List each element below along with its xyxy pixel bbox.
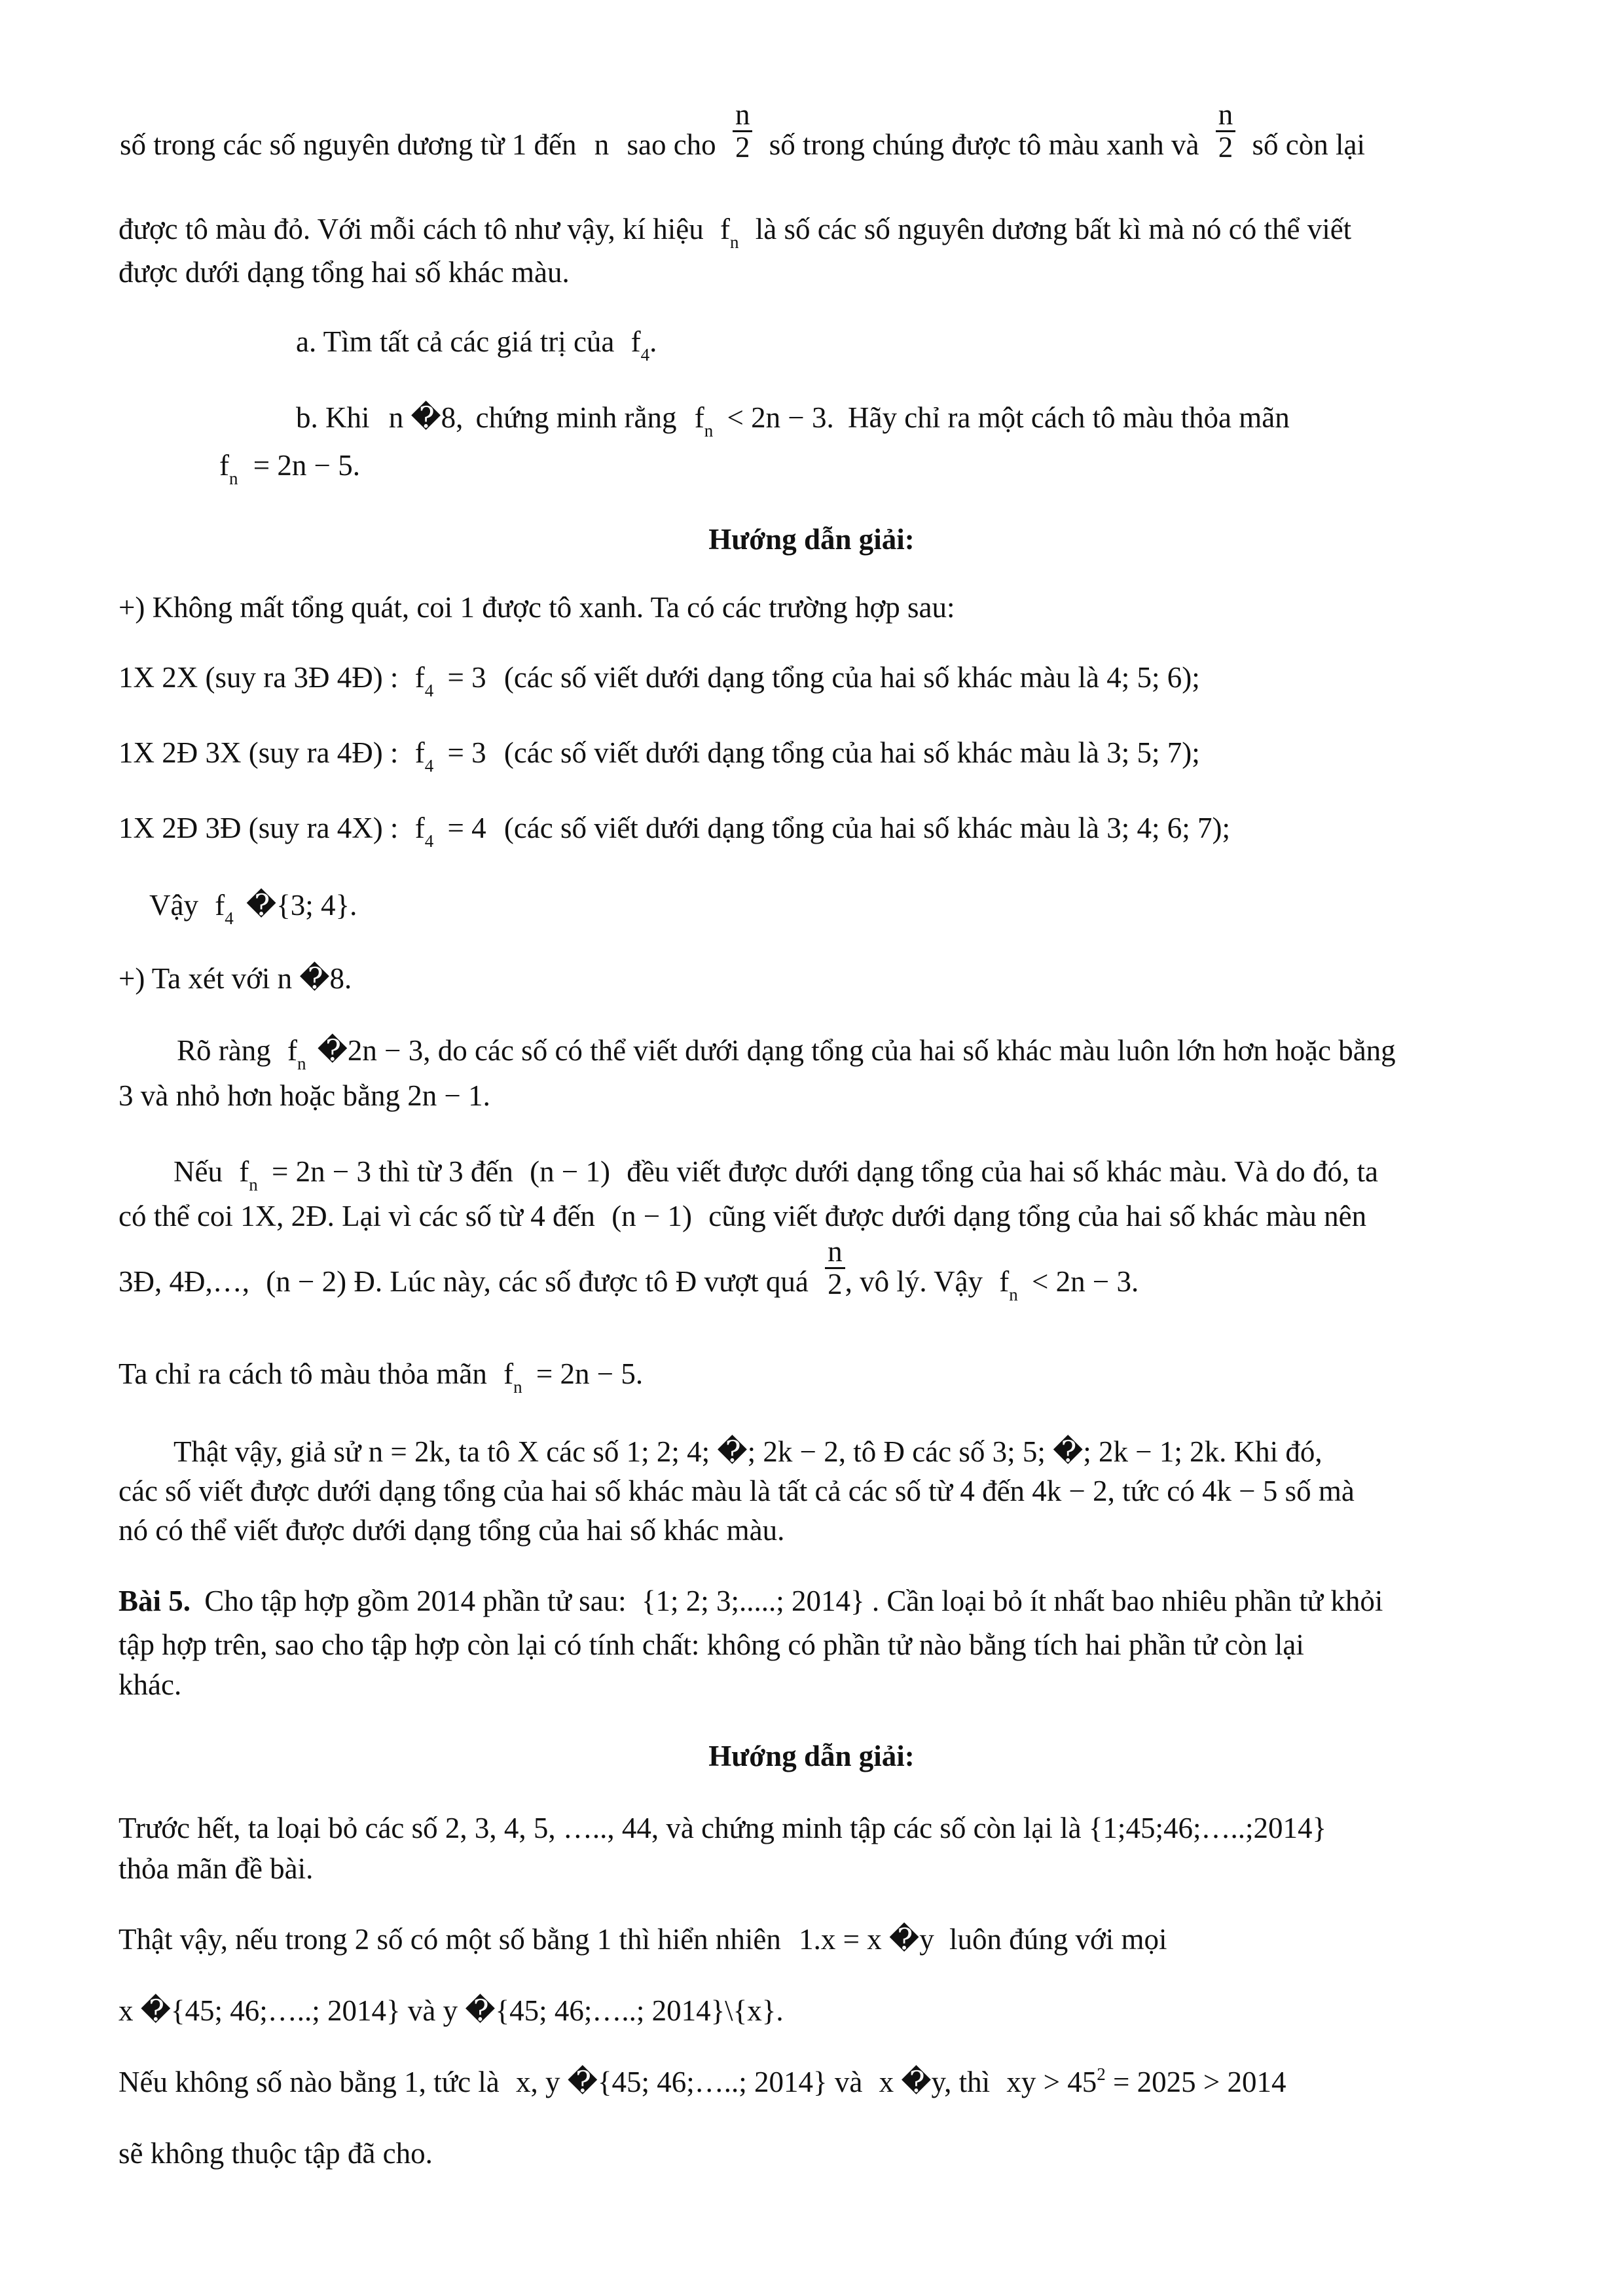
if-line-2: có thể coi 1X, 2Đ. Lại vì các số từ 4 đến (n − 1) cũng viết được dưới dạng tổng của hai số khác màu nên <box>119 1200 1367 1232</box>
conclusion-f4: Vậy $f_4$ �{3; 4}. <box>149 889 357 928</box>
line-3: được dưới dạng tổng hai số khác màu. <box>119 256 570 289</box>
problem-5-line-2: tập hợp trên, sao cho tập hợp còn lại có tính chất: không có phần tử nào bằng tích hai phần tử còn lại <box>119 1628 1304 1661</box>
construction-line: Ta chỉ ra cách tô màu thỏa mãn $f_n = 2n - 5$. <box>119 1357 644 1397</box>
part-a: a. Tìm tất cả các giá trị của $f_4$. <box>296 325 657 365</box>
sol5-line-2: thỏa mãn đề bài. <box>119 1852 314 1885</box>
if-line-1: Nếu $f_n = 2n - 3$ thì từ 3 đến (n − 1) đều viết được dưới dạng tổng của hai số khác màu. Và do đó, ta <box>173 1155 1378 1194</box>
solution-heading: Hướng dẫn giải: <box>708 523 915 556</box>
solution-heading-2: Hướng dẫn giải: <box>708 1740 915 1772</box>
fraction-n-over-2: $\frac{n}{2}$ <box>1216 99 1236 164</box>
case-1: 1X 2X (suy ra 3Đ 4Đ) : $f_4 = 3$ (các số viết dưới dạng tổng của hai số khác màu là 4; 5; 6); <box>119 661 1200 700</box>
problem-5-line-3: khác. <box>119 1668 182 1701</box>
sol5-line-1: Trước hết, ta loại bỏ các số 2, 3, 4, 5, ….., 44, và chứng minh tập các số còn lại là {1;45;46;…..;2014} <box>119 1812 1327 1844</box>
sol5-line-5: Nếu không số nào bằng 1, tức là x, y �{45; 46;…..; 2014} và x �y, thì xy > $45^2 = 2025 > 2014$ <box>119 2064 1286 2098</box>
case-2: 1X 2Đ 3X (suy ra 4Đ) : $f_4 = 3$ (các số viết dưới dạng tổng của hai số khác màu là 3; 5; 7); <box>119 736 1200 776</box>
case-3: 1X 2Đ 3Đ (suy ra 4X) : $f_4 = 4$ (các số viết dưới dạng tổng của hai số khác màu là 3; 4; 6; 7); <box>119 812 1230 851</box>
sol5-line-6: sẽ không thuộc tập đã cho. <box>119 2137 433 2170</box>
solution-intro: +) Không mất tổng quát, coi 1 được tô xanh. Ta có các trường hợp sau: <box>119 591 955 624</box>
part-b-formula: $f_n = 2n - 5$. <box>219 449 361 488</box>
line-1: số trong các số nguyên dương từ 1 đến n sao cho $\frac{n}{2}$ số trong chúng được tô màu xanh và $\frac{n}{2}$ số còn lại <box>120 98 1365 164</box>
var-n: n <box>594 128 610 161</box>
sol5-line-3: Thật vậy, nếu trong 2 số có một số bằng 1 thì hiển nhiên 1.x = x �y luôn đúng với mọi <box>119 1923 1167 1956</box>
fraction-n-over-2: $\frac{n}{2}$ <box>733 99 753 164</box>
clearly-line: Rõ ràng $f_n$ �2n − 3, do các số có thể viết dưới dạng tổng của hai số khác màu luôn lớn hơn hoặc bằng <box>177 1034 1396 1073</box>
proof-line-3: nó có thể viết được dưới dạng tổng của hai số khác màu. <box>119 1514 785 1547</box>
problem-label: Bài 5. <box>119 1585 191 1617</box>
proof-line-2: các số viết được dưới dạng tổng của hai số khác màu là tất cả các số từ 4 đến 4k − 2, tức có 4k − 5 số mà <box>119 1475 1355 1507</box>
clearly-line-2: 3 và nhỏ hơn hoặc bằng 2n − 1. <box>119 1079 490 1112</box>
line-2: được tô màu đỏ. Với mỗi cách tô như vậy, kí hiệu $f_n$ là số các số nguyên dương bất kì mà nó có thể viết <box>119 213 1352 252</box>
proof-line-1: Thật vậy, giả sử n = 2k, ta tô X các số 1; 2; 4; �; 2k − 2, tô Đ các số 3; 5; �; 2k − 1; 2k. Khi đó, <box>173 1435 1322 1468</box>
fraction-n-over-2: $\frac{n}{2}$ <box>825 1236 845 1300</box>
if-line-3: 3Đ, 4Đ,…, (n − 2) Đ. Lúc này, các số được tô Đ vượt quá $\frac{n}{2}$ , vô lý. Vậy $f_n < 2n - 3$. <box>119 1234 1139 1304</box>
problem-5: Bài 5. Cho tập hợp gồm 2014 phần tử sau: {1; 2; 3;.....; 2014} . Cần loại bỏ ít nhất bao nhiêu phần tử khỏi <box>119 1585 1383 1617</box>
case-n-ge-8: +) Ta xét với n �8. <box>119 962 352 995</box>
sol5-line-4: x �{45; 46;…..; 2014} và y �{45; 46;…..; 2014}\{x}. <box>119 1994 784 2027</box>
part-b: b. Khi n �8, chứng minh rằng $f_n < 2n - 3$. Hãy chỉ ra một cách tô màu thỏa mãn <box>296 401 1290 440</box>
